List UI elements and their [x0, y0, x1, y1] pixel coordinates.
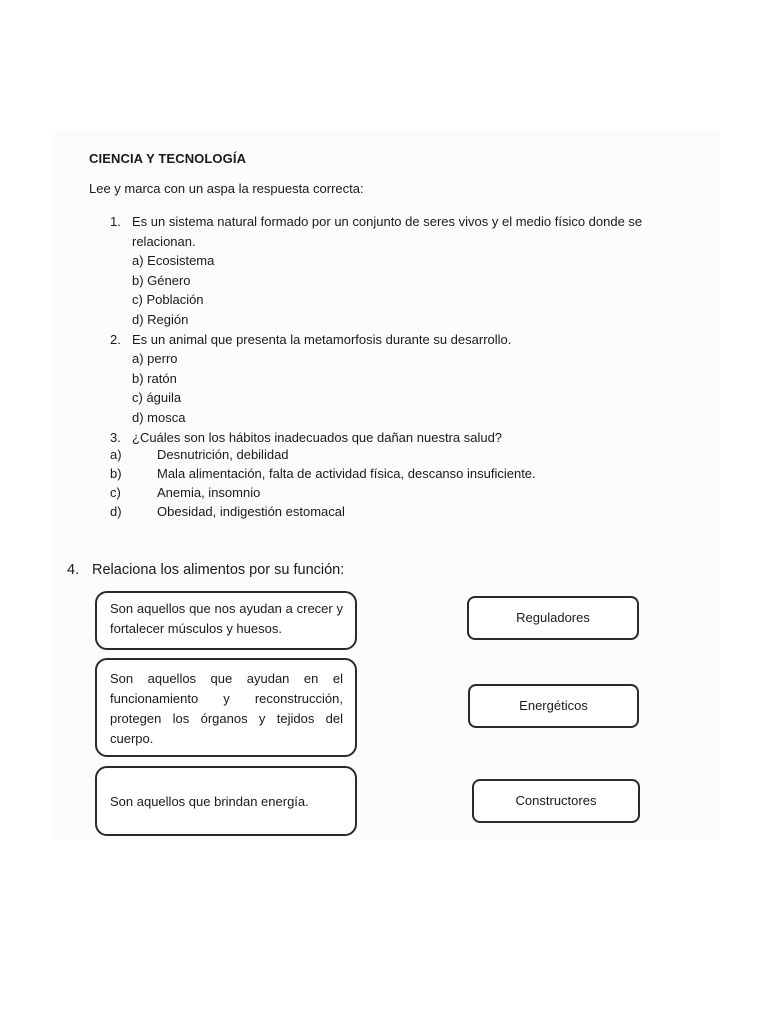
description-box-1[interactable]: Son aquellos que nos ayudan a crecer y fortalecer músculos y huesos.	[95, 591, 357, 650]
option-a[interactable]: a) perro	[132, 351, 178, 366]
option-a[interactable]: a) Ecosistema	[132, 253, 215, 268]
option-d[interactable]: d) Región	[132, 311, 189, 327]
option-text: Obesidad, indigestión estomacal	[157, 504, 345, 519]
option-d[interactable]: d) mosca	[132, 409, 186, 425]
description-box-2[interactable]: Son aquellos que ayudan en el funcionamiento y reconstrucción, protegen los órganos y tejidos del cuerpo.	[95, 658, 357, 757]
option-text: Desnutrición, debilidad	[157, 447, 289, 462]
option-letter: a)	[110, 447, 122, 462]
option-letter: b)	[110, 466, 122, 481]
worksheet-title: CIENCIA Y TECNOLOGÍA	[89, 151, 247, 166]
question-1-options	[132, 251, 214, 329]
category-box-reguladores[interactable]: Reguladores	[467, 596, 639, 640]
question-number: 4.	[67, 562, 80, 578]
option-b[interactable]: b) Género	[132, 272, 191, 288]
question-number: 3.	[110, 430, 121, 445]
option-c[interactable]: c) Población	[132, 292, 204, 307]
option-c[interactable]: c) águila	[132, 390, 182, 405]
question-number: 1.	[110, 214, 121, 229]
option-letter: d)	[110, 504, 122, 519]
description-box-3[interactable]: Son aquellos que brindan energía.	[95, 766, 357, 836]
instruction-text: Lee y marca con un aspa la respuesta correcta:	[89, 181, 364, 196]
question-number: 2.	[110, 332, 121, 347]
category-box-constructores[interactable]: Constructores	[472, 779, 640, 823]
option-text: Mala alimentación, falta de actividad física, descanso insuficiente.	[157, 466, 536, 481]
option-letter: c)	[110, 485, 121, 500]
option-b[interactable]: b) ratón	[132, 370, 177, 386]
category-box-energeticos[interactable]: Energéticos	[468, 684, 639, 728]
question-text: Relaciona los alimentos por su función:	[92, 562, 345, 578]
question-text: Es un animal que presenta la metamorfosis durante su desarrollo.	[132, 332, 512, 347]
question-text: ¿Cuáles son los hábitos inadecuados que dañan nuestra salud?	[132, 430, 503, 445]
question-text: Es un sistema natural formado por un conjunto de seres vivos y el medio físico donde se relacionan.	[132, 214, 643, 249]
question-2-options	[132, 349, 185, 427]
option-text: Anemia, insomnio	[157, 485, 261, 500]
